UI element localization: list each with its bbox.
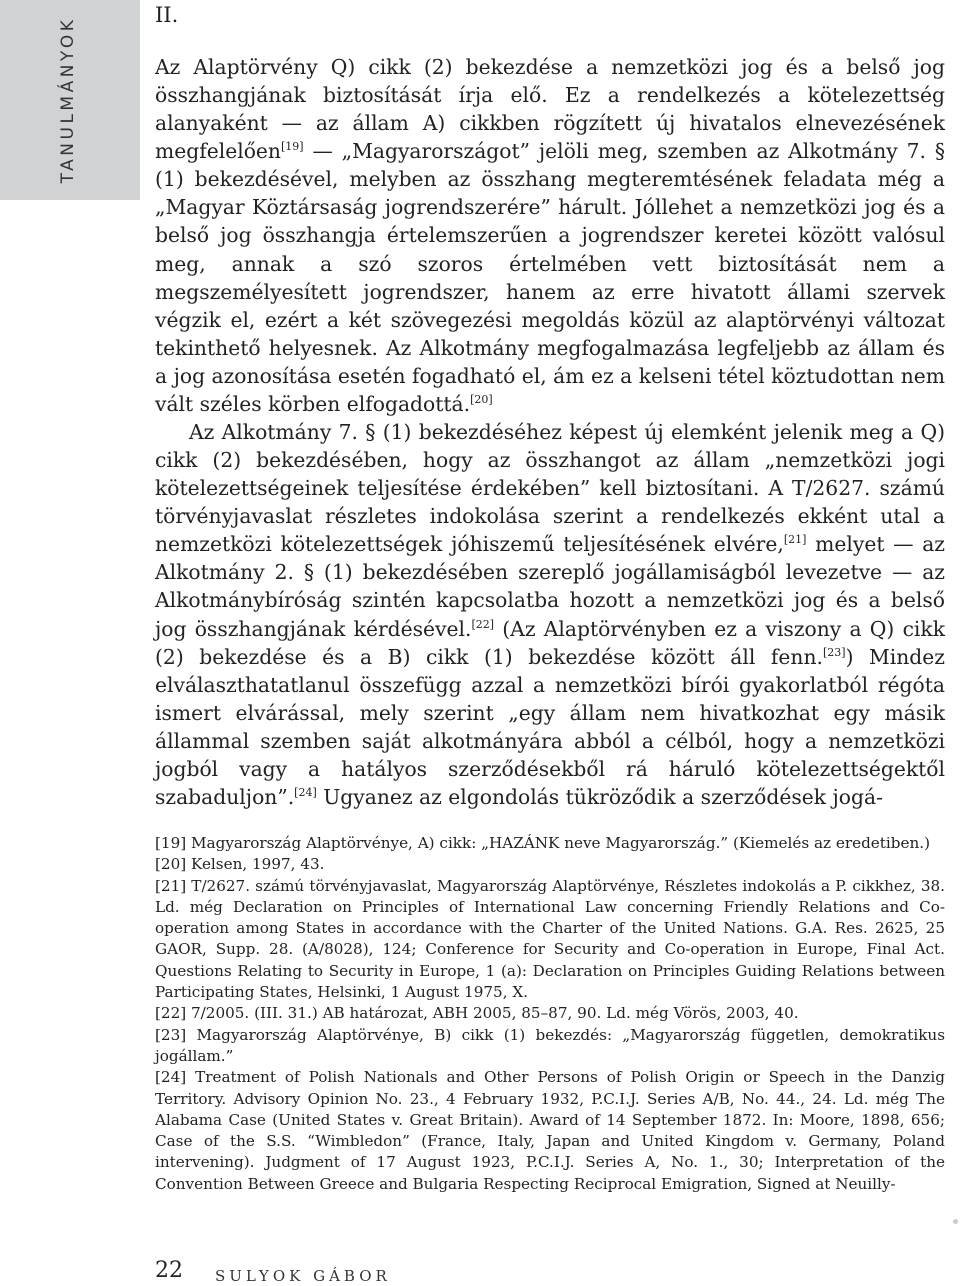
footnote-22: [22] 7/2005. (III. 31.) AB határozat, ABH 2005, 85–87, 90. Ld. még Vörös, 2003, 40. xyxy=(155,1004,799,1023)
paragraph-1-text-b: „Magyarországot” jelöli meg, szemben az Alkotmány 7. § (1) bekezdésével, melyben az összhang megteremtésének feladata még a „Magyar Köztársaság jogrendszerére” hárult. Jóllehet a nemzetközi jog és a belső jog összhangja értelemszerűen a jogrendszer keretei között valósul meg, annak a szó szoros értelmében vett biztosítását nem a megszemélyesített jogrendszer, hanem az erre hivatott állami szervek végzik el, ezért a két szövegezési megoldás közül az alaptörvényi változat tekinthető helyesnek. Az Alkotmány megfogalmazása legfeljebb az állam és a jog azonosítása esetén fogadható el, ám ez a kelseni tétel köztudottan nem vált széles körben elfogadottá. xyxy=(155,139,945,416)
footnote-ref-20[interactable]: [20] xyxy=(470,392,493,406)
footnote-ref-24[interactable]: [24] xyxy=(294,786,317,800)
paragraph-1: Az Alaptörvény Q) cikk (2) bekezdése a nemzetközi jog és a belső jog összhangjának biztosítását írja elő. Ez a rendelkezés a kötelezettség alanyaként — az állam A) cikkben rögzített új hivatalos elnevezésének megfelelően[19] — „Magyarországot” jelöli meg, szemben az Alkotmány 7. § (1) bekezdésével, melyben az összhang megteremtésének feladata még a „Magyar Köztársaság jogrendszerére” hárult. Jóllehet a nemzetközi jog és a belső jog összhangja értelemszerűen a jogrendszer keretei között valósul meg, annak a szó szoros értelmében vett biztosítását nem a megszemélyesített jogrendszer, hanem az erre hivatott állami szervek végzik el, ezért a két szövegezési megoldás közül az alaptörvényi változat tekinthető helyesnek. Az Alkotmány megfogalmazása legfeljebb az állam és a jog azonosítása esetén fogadható el, ám ez a kelseni tétel köztudottan nem vált széles körben elfogadottá.[20] xyxy=(155,55,945,416)
author-name: SULYOK GÁBOR xyxy=(215,1267,391,1285)
body-text xyxy=(155,53,945,811)
paragraph-2-text-b: melyet — az Alkotmány 2. § (1) bekezdésében szereplő jogállamiságból levezetve — az Alkotmánybíróság szintén kapcsolatba hozott a nemzetközi jog és a belső jog összhangjának kérdésével. xyxy=(155,532,945,641)
section-number: II. xyxy=(155,3,179,27)
edge-dot xyxy=(953,1219,958,1224)
footnote-ref-21[interactable]: [21] xyxy=(783,533,807,547)
footnote-ref-22[interactable]: [22] xyxy=(471,617,495,631)
footnote-24: [24] Treatment of Polish Nationals and Other Persons of Polish Origin or Speech in the Danzig Territory. Advisory Opinion No. 23., 4 February 1932, P.C.I.J. Series A/B, No. 44., 24. Ld. még The Alabama Case (United States v. Great Britain). Award of 14 September 1872. In: Moore, 1898, 656; Case of the S.S. “Wimbledon” (France, Italy, Japan and United Kingdom v. Germany, Poland intervening). Judgment of 17 August 1923, P.C.I.J. Series A, No. 1., 30; Interpretation of the Convention Between Greece and Bulgaria Respecting Reciprocal Emigration, Signed at Neuilly- xyxy=(155,1068,945,1193)
page-number: 22 xyxy=(155,1258,183,1283)
footnote-23: [23] Magyarország Alaptörvénye, B) cikk (1) bekezdés: „Magyarország független, demokratikus jogállam.” xyxy=(155,1025,945,1065)
paragraph-1-text-a: Az Alaptörvény Q) cikk (2) bekezdése a nemzetközi jog és a belső jog összhangjának biztosítását írja elő. Ez a rendelkezés a kötelezettség alanyaként — az állam A) cikkben rögzített új hivatalos elnevezésének megfelelően xyxy=(155,55,945,164)
footnote-21: [21] T/2627. számú törvényjavaslat, Magyarország Alaptörvénye, Részletes indokolás a P. cikkhez, 38. Ld. még Declaration on Principles of International Law concerning Friendly Relations and Co-operation among States in accordance with the Charter of the United Nations. G.A. Res. 2625, 25 GAOR, Supp. 28. (A/8028), 124; Conference for Security and Co-operation in Europe, Final Act. Questions Relating to Security in Europe, 1 (a): Declaration on Principles Guiding Relations between Participating States, Helsinki, 1 August 1975, X. xyxy=(155,876,945,1002)
footnote-ref-23[interactable]: [23] xyxy=(822,645,846,659)
side-tab-label: TANULMÁNYOK xyxy=(58,16,78,184)
footnote-ref-19[interactable]: [19] xyxy=(280,140,304,154)
section-side-tab xyxy=(0,0,140,200)
paragraph-2-text-a: Az Alkotmány 7. § (1) bekezdéséhez képest új elemként jelenik meg a Q) cikk (2) bekezdésében, hogy az összhangot az állam „nemzetközi jogi kötelezettségeinek teljesítése érdekében” kell biztosítani. A T/2627. számú törvényjavaslat részletes indokolása szerint a rendelkezés ekként utal a nemzetközi kötelezettségek jóhiszemű teljesítésének elvére, xyxy=(155,420,945,557)
paragraph-2 xyxy=(155,418,945,811)
paragraph-2-text-d: ) Mindez elválaszthatatlanul összefügg azzal a nemzetközi bírói gyakorlatból régóta ismert elvárással, mely szerint „egy állam nem hivatkozhat egy másik állammal szemben saját alkotmányára abból a célból, hogy a nemzetközi jogból vagy a hatályos szerződésekből rá háruló kötelezettségektől szabaduljon”. xyxy=(155,644,945,810)
paragraph-2-text-e: Ugyanez az elgondolás tükröződik a szerződések jogá- xyxy=(316,785,883,810)
footnote-19: [19] Magyarország Alaptörvénye, A) cikk: „HAZÁNK neve Magyarország.” (Kiemelés az eredetiben.) xyxy=(155,834,930,852)
footnotes xyxy=(155,833,945,1195)
paragraph-2-text-c: (Az Alaptörvényben ez a viszony a Q) cikk (2) bekezdése és a B) cikk (1) bekezdése között áll fenn. xyxy=(155,616,945,669)
footnote-20: [20] Kelsen, 1997, 43. xyxy=(155,855,325,874)
